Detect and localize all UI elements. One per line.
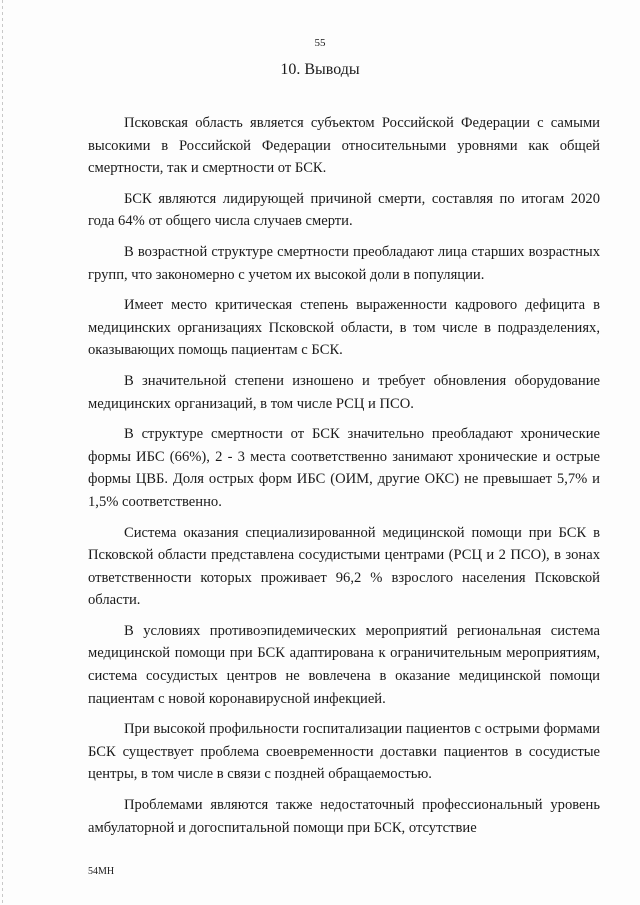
paragraph-8: В условиях противоэпидемических мероприятий региональная система медицинской помощи при БСК адаптирована к ограничительным мероприятиям, система сосудистых центров не вовлечена в оказание медицинской помощи пациентам с новой коронавирусной инфекцией.: [88, 622, 600, 707]
section-heading: 10. Выводы: [280, 61, 360, 78]
paragraph-9: При высокой профильности госпитализации пациентов с острыми формами БСК существует проблема своевременности доставки пациентов в сосудистые центры, в том числе в связи с поздней обращаемостью.: [88, 721, 600, 783]
paragraph-6: В структуре смертности от БСК значительно преобладают хронические формы ИБС (66%), 2 - 3 места соответственно занимают хронические и острые формы ЦВБ. Доля острых форм ИБС (ОИМ, другие ОКС) не превышает 5,7% и 1,5% соответственно.: [88, 426, 600, 510]
scan-edge-line: [2, 0, 3, 905]
paragraph-7: Система оказания специализированной медицинской помощи при БСК в Псковской области представлена сосудистыми центрами (РСЦ и 2 ПСО), в зонах ответственности которых проживает 96,2 % взрослого населения Псковской области.: [88, 524, 600, 609]
document-body: [88, 112, 600, 847]
paragraph-10: Проблемами являются также недостаточный профессиональный уровень амбулаторной и догоспитальной помощи при БСК, отсутствие: [88, 797, 600, 836]
paragraph-4: Имеет место критическая степень выраженности кадрового дефицита в медицинских организациях Псковской области, в том числе в подразделениях, оказывающих помощь пациентам с БСК.: [88, 297, 600, 359]
page-number: 55: [314, 37, 326, 49]
footer-code: 54МН: [88, 866, 115, 877]
paragraph-2: БСК являются лидирующей причиной смерти, составляя по итогам 2020 года 64% от общего числа случаев смерти.: [88, 190, 600, 230]
paragraph-1: Псковская область является субъектом Российской Федерации с самыми высокими в Российской Федерации относительными уровнями как общей смертности, так и смертности от БСК.: [88, 115, 600, 177]
paragraph-3: В возрастной структуре смертности преобладают лица старших возрастных групп, что закономерно с учетом их высокой доли в популяции.: [88, 243, 600, 283]
paragraph-5: В значительной степени изношено и требует обновления оборудование медицинских организаций, в том числе РСЦ и ПСО.: [88, 372, 600, 412]
